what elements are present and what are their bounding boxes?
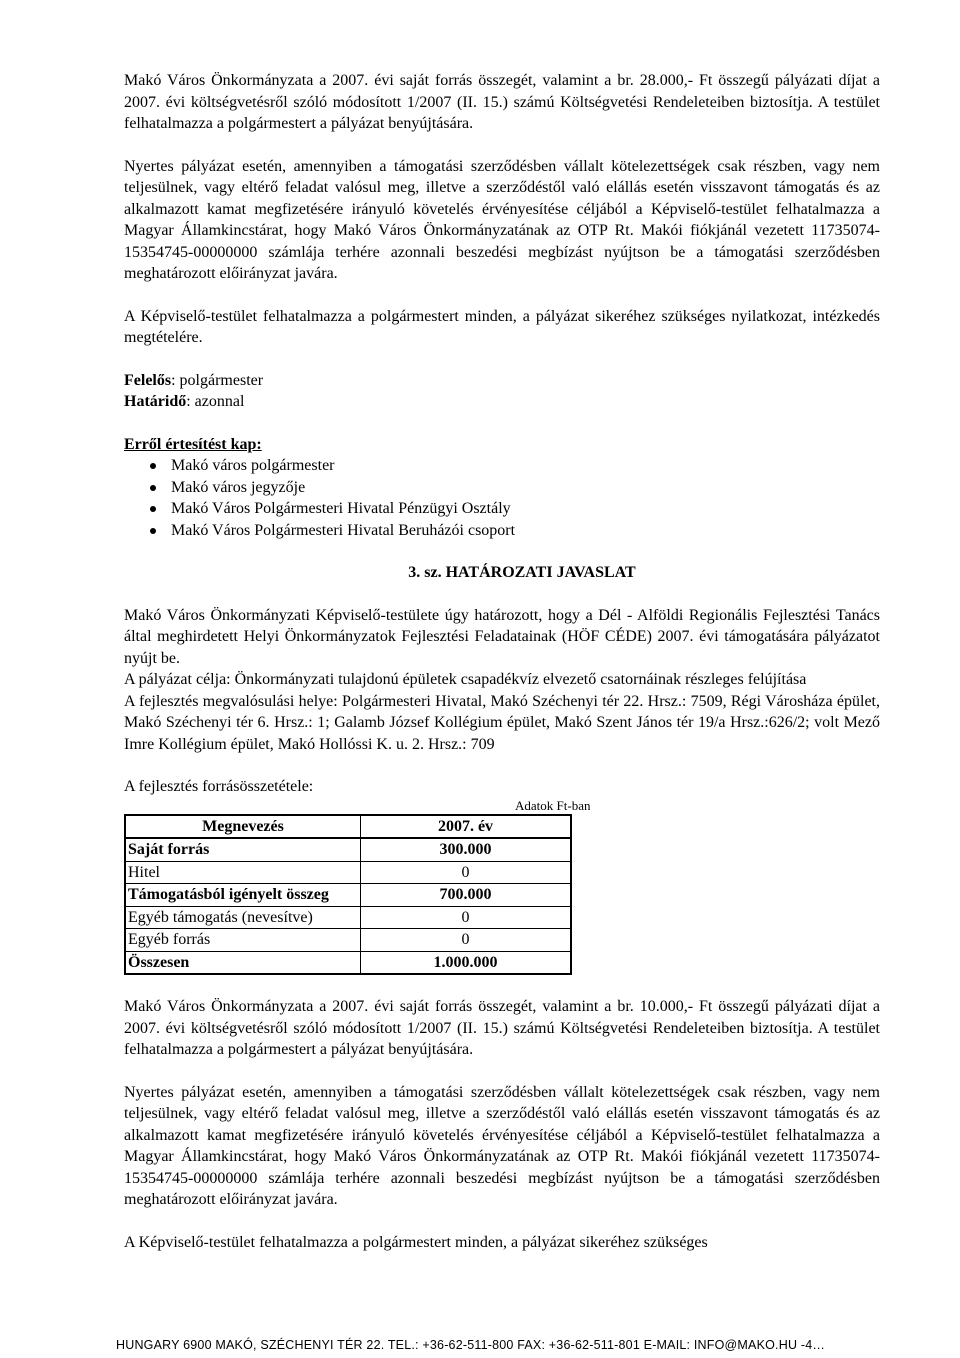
notify-heading: Erről értesítést kap: <box>124 435 262 453</box>
paragraph-own-funds-1: Makó Város Önkormányzata a 2007. évi saját forrás összegét, valamint a br. 28.000,- Ft összegű pályázati díjat a 2007. évi költségvetésről szóló módosított 1/2007 (II. 15.) számú Költségvetési Rendeleteiben biztosítja. A testület felhatalmazza a polgármestert a pályázat benyújtására. <box>124 72 880 132</box>
table-row <box>125 861 571 884</box>
list-item: Makó Város Polgármesteri Hivatal Beruházói csoport <box>150 520 880 542</box>
list-item: Makó város polgármester <box>150 455 880 477</box>
table-header-row <box>125 815 571 839</box>
paragraph-authorization-2: A Képviselő-testület felhatalmazza a polgármestert minden, a pályázat sikeréhez szükséges <box>124 1233 708 1251</box>
paragraph-resolution-decision: Makó Város Önkormányzati Képviselő-testülete úgy határozott, hogy a Dél - Alföldi Regionális Fejlesztési Tanács által meghirdetett Helyi Önkormányzatok Fejlesztési Feladatainak (HÖF CÉDE) 2007. évi támogatására pályázatot nyújt be. <box>124 606 880 667</box>
list-item: Makó Város Polgármesteri Hivatal Pénzügyi Osztály <box>150 498 880 520</box>
table-cell-name: Hitel <box>125 861 361 884</box>
table-cell-value: 0 <box>361 861 572 884</box>
responsible-label: Felelős <box>124 371 172 389</box>
paragraph-resolution-goal: A pályázat célja: Önkormányzati tulajdonú épületek csapadékvíz elvezető csatornáinak részleges felújítása <box>124 671 807 688</box>
table-cell-name: Saját forrás <box>125 838 361 861</box>
paragraph-own-funds-2: Makó Város Önkormányzata a 2007. évi saját forrás összegét, valamint a br. 10.000,- Ft összegű pályázati díjat a 2007. évi költségvetésről szóló módosított 1/2007 (II. 15.) számú Költségvetési Rendeleteiben biztosítja. A testület felhatalmazza a polgármestert a pályázat benyújtására. <box>124 998 880 1058</box>
table-row <box>125 838 571 861</box>
table-row <box>125 929 571 952</box>
table-cell-name: Egyéb támogatás (nevesítve) <box>125 906 361 929</box>
resolution-heading <box>164 562 880 584</box>
funding-heading: A fejlesztés forrásösszetétele: <box>124 778 314 795</box>
table-row <box>125 884 571 907</box>
paragraph-winning-application-2: Nyertes pályázat esetén, amennyiben a támogatási szerződésben vállalt kötelezettségek csak részben, vagy nem teljesülnek, vagy eltérő feladat valósul meg, illetve a szerződéstől való elállás esetén visszavont támogatás és az alkalmazott kamat megfizetésére irányuló követelés érvényesítése céljából a Képviselő-testület felhatalmazza a Magyar Államkincstárat, hogy Makó Város Önkormányzatának az OTP Rt. Makói fiókjánál vezetett 11735074-15354745-00000000 számlája terhére azonnali beszedési megbízást nyújtson be a támogatási szerződésben meghatározott előirányzat javára. <box>124 1083 880 1208</box>
page-footer: HUNGARY 6900 MAKÓ, SZÉCHENYI TÉR 22. TEL.: +36-62-511-800 FAX: +36-62-511-801 E-MAIL: INFO@MAKO.HU -4… <box>116 1338 826 1352</box>
table-row <box>125 906 571 929</box>
table-row <box>125 951 571 974</box>
table-cell-value: 1.000.000 <box>361 951 572 974</box>
deadline-value: : azonnal <box>186 393 245 410</box>
deadline-label: Határidő <box>124 393 187 410</box>
table-cell-name: Támogatásból igényelt összeg <box>125 884 361 907</box>
table-header-name: Megnevezés <box>125 815 361 839</box>
deadline-line <box>124 391 880 413</box>
list-item: Makó város jegyzője <box>150 477 880 499</box>
table-cell-name: Egyéb forrás <box>125 929 361 952</box>
paragraph-winning-application-1: Nyertes pályázat esetén, amennyiben a támogatási szerződésben vállalt kötelezettségek csak részben, vagy nem teljesülnek, vagy eltérő feladat valósul meg, illetve a szerződéstől való elállás esetén visszavont támogatás és az alkalmazott kamat megfizetésére irányuló követelés érvényesítése céljából a Képviselő-testület felhatalmazza a Magyar Államkincstárat, hogy Makó Város Önkormányzatának az OTP Rt. Makói fiókjánál vezetett 11735074-15354745-00000000 számlája terhére azonnali beszedési megbízást nyújtson be a támogatási szerződésben meghatározott előirányzat javára. <box>124 157 880 282</box>
document-body <box>124 70 880 1253</box>
funding-table <box>124 814 572 976</box>
table-cell-value: 0 <box>361 906 572 929</box>
table-cell-value: 700.000 <box>361 884 572 907</box>
resolution-title: HATÁROZATI JAVASLAT <box>445 564 636 581</box>
unit-note: Adatok Ft-ban <box>515 797 591 813</box>
table-header-year: 2007. év <box>361 815 572 839</box>
responsible-value: : polgármester <box>171 371 264 389</box>
paragraph-authorization-1: A Képviselő-testület felhatalmazza a polgármestert minden, a pályázat sikeréhez szükséges nyilatkozat, intézkedés megtételére. <box>124 307 880 346</box>
resolution-number: 3. sz. <box>408 564 446 581</box>
table-cell-name: Összesen <box>125 951 361 974</box>
paragraph-resolution-location: A fejlesztés megvalósulási helye: Polgármesteri Hivatal, Makó Széchenyi tér 22. Hrsz.: 7509, Régi Városháza épület, Makó Széchenyi tér 6. Hrsz.: 1; Galamb József Kollégium épület, Makó Szent János tér 19/a Hrsz.:626/2; volt Mező Imre Kollégium épület, Makó Hollóssi K. u. 2. Hrsz.: 709 <box>124 692 880 753</box>
table-cell-value: 0 <box>361 929 572 952</box>
responsible-line <box>124 370 880 392</box>
notify-list <box>124 455 880 541</box>
table-cell-value: 300.000 <box>361 838 572 861</box>
